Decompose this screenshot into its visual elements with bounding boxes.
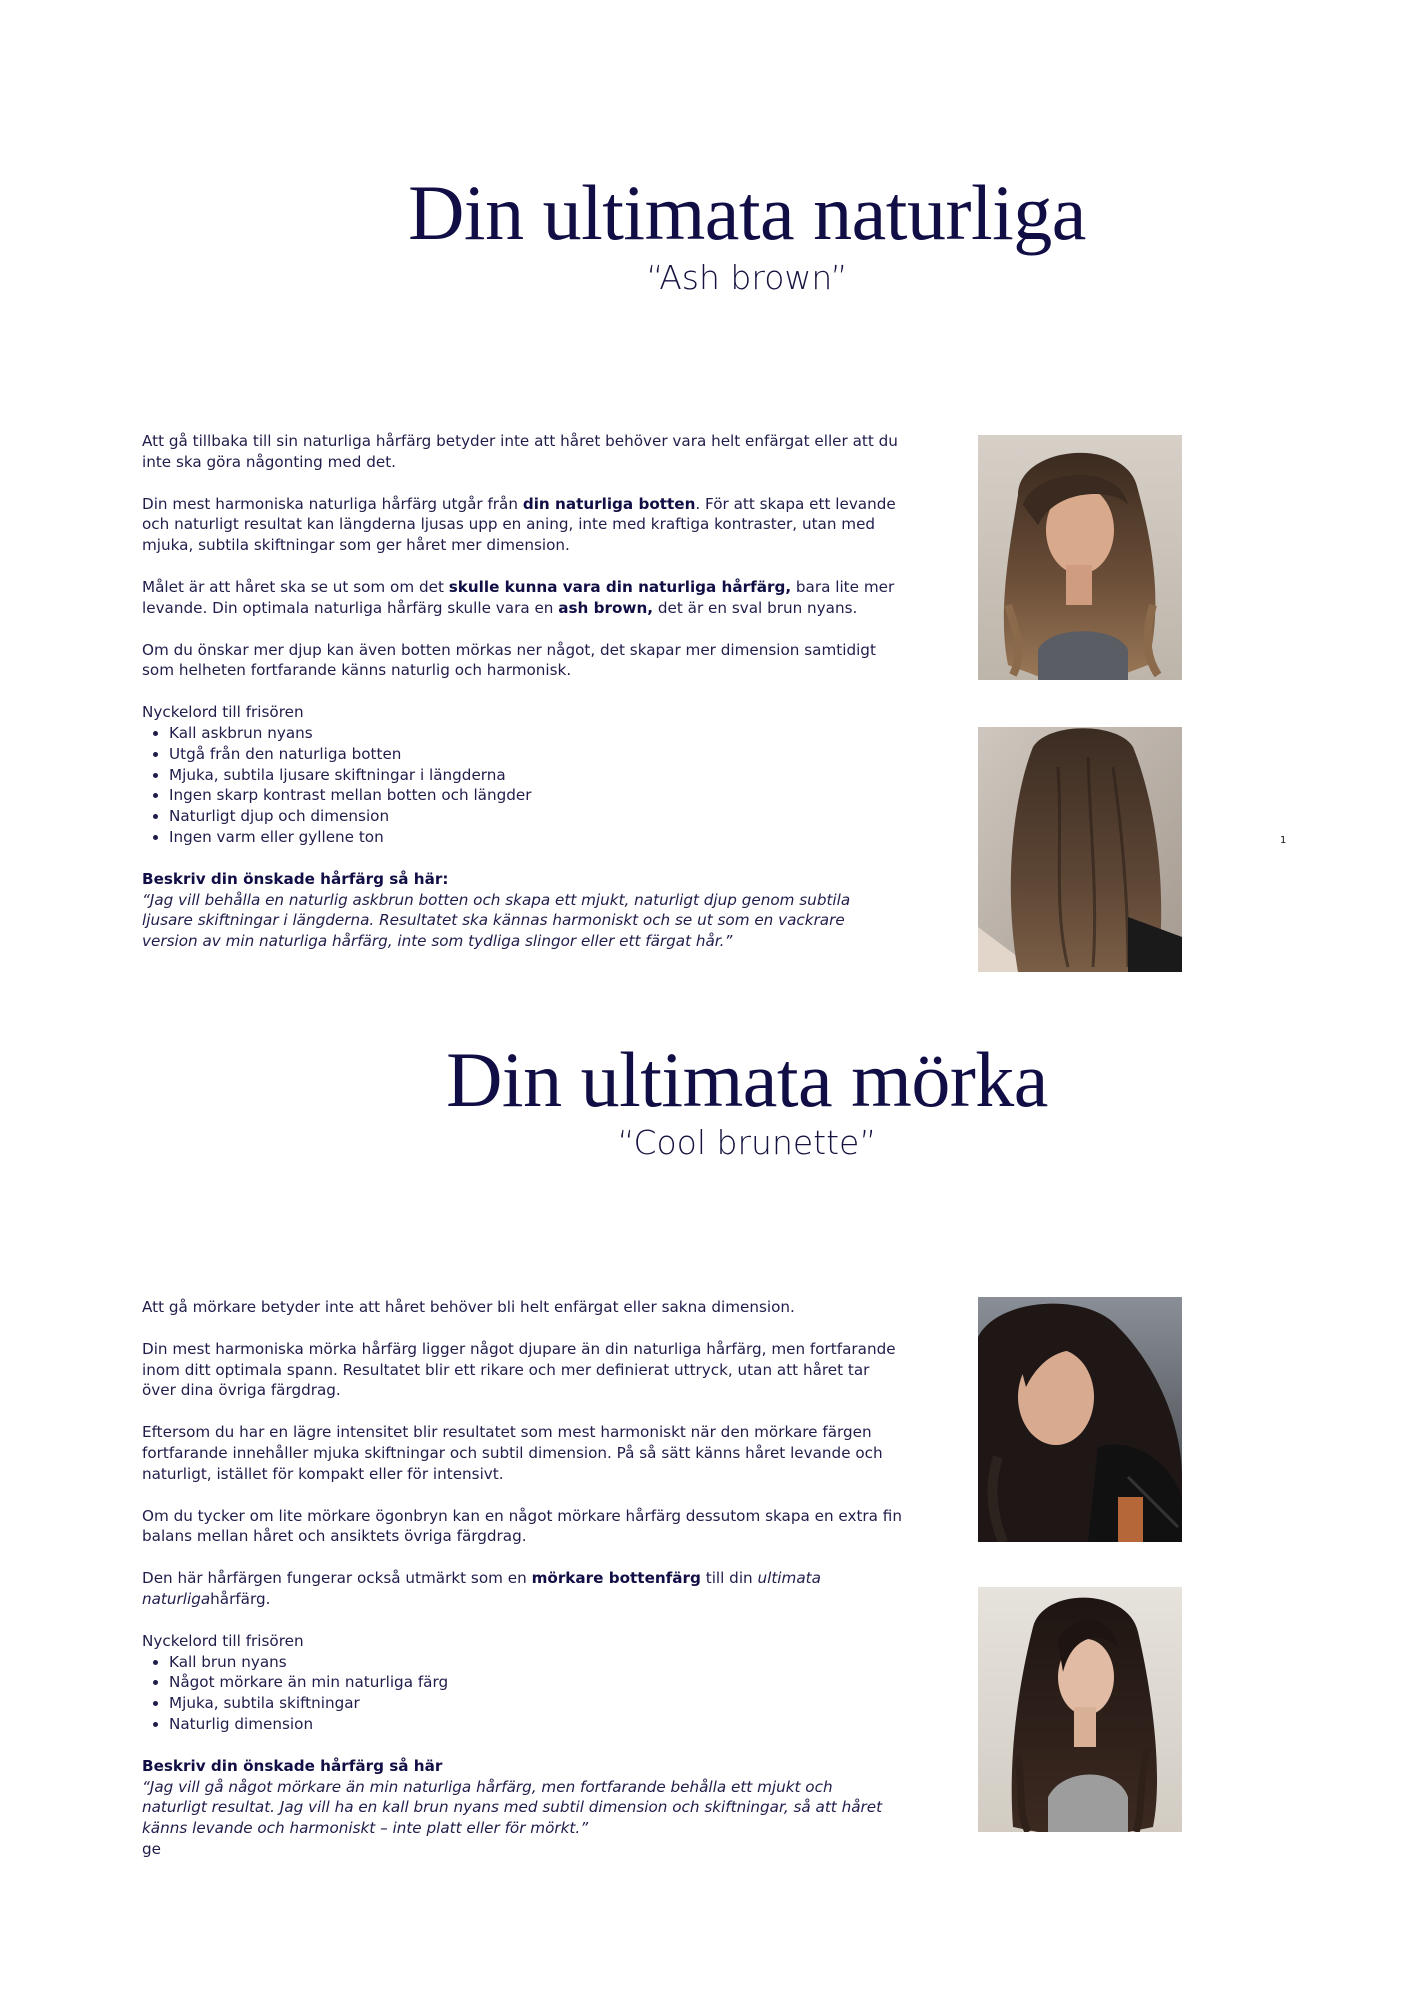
section2-quote: “Jag vill gå något mörkare än min naturliga hårfärg, men fortfarande behålla ett mjukt och naturligt resultat. Jag vill ha en kall brun nyans med subtil dimension och skiftningar, så att håret känns levande och harmoniskt – inte platt eller för mörkt.” bbox=[142, 1777, 883, 1838]
keyword-item: • Naturligt djup och dimension bbox=[169, 806, 902, 827]
section1-keywords-list bbox=[142, 723, 902, 848]
section1-describe-label: Beskriv din önskade hårfärg så här: bbox=[142, 869, 449, 888]
section2-title: Din ultimata mörka bbox=[446, 1036, 1048, 1123]
keyword-item: • Mjuka, subtila skiftningar bbox=[169, 1693, 902, 1714]
hair-photo-ash-brown-portrait bbox=[978, 435, 1182, 680]
section2-describe-label: Beskriv din önskade hårfärg så här bbox=[142, 1756, 443, 1775]
section2-trailing-text: ge bbox=[142, 1839, 161, 1858]
section2-keywords-list bbox=[142, 1652, 902, 1735]
section1-paragraph-1: Att gå tillbaka till sin naturliga hårfärg betyder inte att håret behöver vara helt enfärgat eller att du inte ska göra någonting med det. bbox=[142, 432, 898, 471]
keyword-item: • Kall brun nyans bbox=[169, 1652, 902, 1673]
section1-paragraph-3: Målet är att håret ska se ut som om det skulle kunna vara din naturliga hårfärg, bara lite mer levande. Din optimala naturliga hårfärg skulle vara en ash brown, det är en sval brun nyans. bbox=[142, 577, 895, 617]
section1-paragraph-4: Om du önskar mer djup kan även botten mörkas ner något, det skapar mer dimension samtidigt som helheten fortfarande känns naturlig och harmonisk. bbox=[142, 640, 876, 680]
section1-paragraph-2: Din mest harmoniska naturliga hårfärg utgår från din naturliga botten. För att skapa ett levande och naturligt resultat kan längderna ljusas upp en aning, inte med kraftiga kontraster, utan med mjuka, subtila skiftningar som ger håret mer dimension. bbox=[142, 494, 896, 555]
section2-paragraph-1: Att gå mörkare betyder inte att håret behöver bli helt enfärgat eller sakna dimension. bbox=[142, 1298, 795, 1316]
section1-title: Din ultimata naturliga bbox=[408, 169, 1086, 256]
section2-keywords-label: Nyckelord till frisören bbox=[142, 1631, 304, 1650]
section2-subtitle: “Cool brunette” bbox=[617, 1123, 877, 1162]
keyword-item: • Ingen skarp kontrast mellan botten och längder bbox=[169, 785, 902, 806]
section1-subtitle: “Ash brown” bbox=[646, 258, 848, 297]
keyword-item: • Naturlig dimension bbox=[169, 1714, 902, 1735]
section2-paragraph-4: Om du tycker om lite mörkare ögonbryn kan en något mörkare hårfärg dessutom skapa en extra fin balans mellan håret och ansiktets övriga färgdrag. bbox=[142, 1506, 903, 1546]
keyword-item: • Mjuka, subtila ljusare skiftningar i längderna bbox=[169, 765, 902, 786]
section2-paragraph-2: Din mest harmoniska mörka hårfärg ligger något djupare än din naturliga hårfärg, men fortfarande inom ditt optimala spann. Resultatet blir ett rikare och mer definierat uttryck, utan att håret tar över dina övriga färgdrag. bbox=[142, 1339, 896, 1400]
hair-photo-cool-brunette-portrait bbox=[978, 1587, 1182, 1832]
keyword-item: • Något mörkare än min naturliga färg bbox=[169, 1672, 902, 1693]
keyword-item: • Ingen varm eller gyllene ton bbox=[169, 827, 902, 848]
section2-paragraph-3: Eftersom du har en lägre intensitet blir resultatet som mest harmoniskt när den mörkare färgen fortfarande innehåller mjuka skiftningar och subtil dimension. På så sätt känns håret levande och naturligt, istället för kompakt eller för intensivt. bbox=[142, 1423, 883, 1483]
section1-quote: “Jag vill behålla en naturlig askbrun botten och skapa ett mjukt, naturligt djup genom subtila ljusare skiftningar i längderna. Resultatet ska kännas harmoniskt och se ut som en vackrare version av min naturliga hårfärg, inte som tydliga slingor eller ett färgat hår.” bbox=[142, 890, 851, 951]
page-number: 1 bbox=[1280, 835, 1287, 846]
section2-body bbox=[142, 1297, 902, 1860]
section2-paragraph-5: Den här hårfärgen fungerar också utmärkt som en mörkare bottenfärg till din ultimata naturligahårfärg. bbox=[142, 1569, 821, 1608]
keyword-item: • Utgå från den naturliga botten bbox=[169, 744, 902, 765]
section1-body bbox=[142, 431, 902, 952]
keyword-item: • Kall askbrun nyans bbox=[169, 723, 902, 744]
hair-photo-ash-brown-back bbox=[978, 727, 1182, 972]
hair-photo-cool-brunette-selfie bbox=[978, 1297, 1182, 1542]
section1-keywords-label: Nyckelord till frisören bbox=[142, 703, 304, 722]
